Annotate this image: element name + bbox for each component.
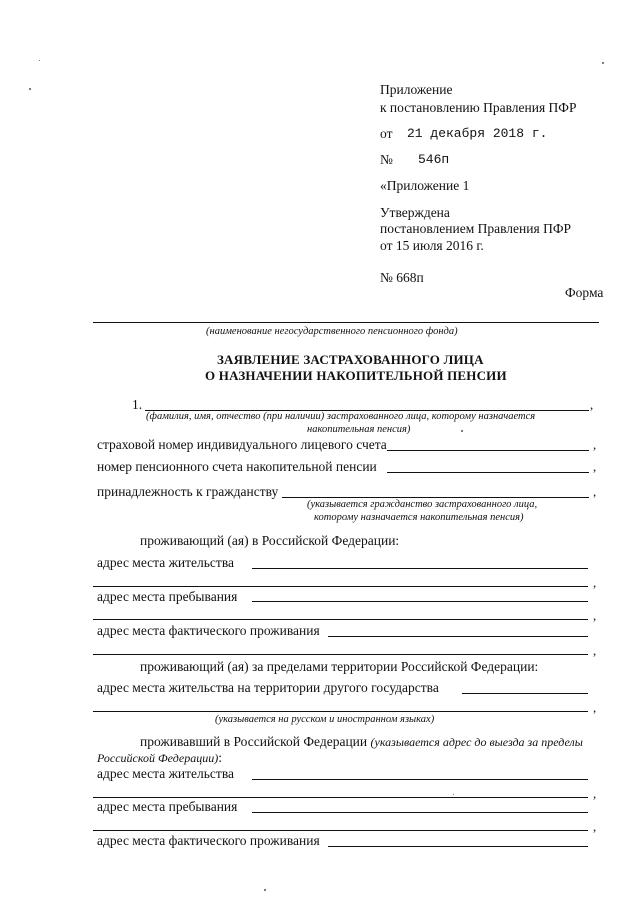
former-rf-heading-line-2 — [97, 750, 222, 766]
rf-residence-heading: проживающий (ая) в Российской Федерации: — [140, 533, 400, 548]
citizenship-caption-line-1: (указывается гражданство застрахованного лица, — [307, 499, 538, 510]
scan-speck — [264, 889, 266, 891]
approved-label: Утверждена — [380, 205, 450, 220]
applicant-name-caption-line-1: (фамилия, имя, отчество (при наличии) застрахованного лица, которому назначается — [146, 411, 536, 422]
rf-residence-address-label: адрес места жительства — [97, 555, 235, 570]
citizenship-label: принадлежность к гражданству — [97, 484, 279, 499]
scan-speck — [461, 430, 463, 432]
comma: , — [593, 437, 597, 452]
former-actual-address-line-1 — [328, 846, 588, 847]
abroad-residence-heading: проживающий (ая) за пределами территории Российской Федерации: — [140, 659, 539, 674]
comma: , — [593, 819, 597, 834]
comma: , — [593, 575, 597, 590]
scan-speck — [29, 88, 31, 90]
comma: , — [593, 608, 597, 623]
comma: , — [593, 643, 597, 658]
rf-stay-address-label: адрес места пребывания — [97, 589, 238, 604]
former-stay-address-label: адрес места пребывания — [97, 799, 238, 814]
former-residence-address-line-1 — [252, 779, 588, 780]
pension-account-label: номер пенсионного счета накопительной пенсии — [97, 459, 377, 474]
former-rf-heading-colon: : — [218, 750, 223, 765]
comma: , — [593, 484, 597, 499]
rf-actual-address-line-1 — [328, 636, 588, 637]
comma: , — [593, 459, 597, 474]
former-residence-address-label: адрес места жительства — [97, 766, 235, 781]
scan-speck — [453, 794, 454, 795]
former-rf-heading-note: (указывается адрес до выезда за пределы — [370, 735, 583, 749]
document-title-line-1: ЗАЯВЛЕНИЕ ЗАСТРАХОВАННОГО ЛИЦА — [217, 352, 484, 367]
applicant-name-caption-line-2: накопительная пенсия) — [307, 424, 411, 435]
comma: , — [593, 786, 597, 801]
former-actual-address-label: адрес места фактического проживания — [97, 833, 320, 848]
appendix-label: Приложение — [380, 82, 453, 97]
former-stay-address-line-1 — [252, 812, 588, 813]
former-residence-address-line-2 — [93, 797, 588, 798]
rf-stay-address-line-1 — [252, 601, 588, 602]
comma: , — [593, 700, 597, 715]
former-rf-heading-note-2: Российской Федерации) — [97, 751, 219, 765]
former-stay-address-line-2 — [93, 830, 588, 831]
snils-line — [387, 450, 589, 451]
pension-account-line — [387, 472, 589, 473]
scan-speck — [39, 60, 40, 61]
rf-residence-address-line-1 — [252, 568, 588, 569]
abroad-residence-address-line-1 — [462, 693, 588, 694]
approved-date: от 15 июля 2016 г. — [380, 238, 484, 253]
appendix-1-label: «Приложение 1 — [380, 178, 470, 193]
number-label: № — [380, 152, 393, 167]
resolution-reference: к постановлению Правления ПФР — [380, 100, 577, 115]
rf-residence-address-line-2 — [93, 586, 588, 587]
date-from-label: от — [380, 126, 393, 141]
comma: , — [590, 397, 594, 412]
fund-name-line — [93, 322, 599, 323]
approved-by: постановлением Правления ПФР — [380, 221, 571, 236]
section-number: 1. — [132, 397, 143, 412]
former-rf-heading-text: проживавший в Российской Федерации — [140, 734, 368, 749]
resolution-date: 21 декабря 2018 г. — [407, 126, 548, 141]
abroad-residence-address-label: адрес места жительства на территории другого государства — [97, 680, 439, 695]
document-title-line-2: О НАЗНАЧЕНИИ НАКОПИТЕЛЬНОЙ ПЕНСИИ — [205, 368, 507, 383]
abroad-address-caption: (указывается на русском и иностранном языках) — [215, 714, 435, 725]
rf-stay-address-line-2 — [93, 619, 588, 620]
snils-label: страховой номер индивидуального лицевого счета — [97, 437, 387, 452]
abroad-residence-address-line-2 — [93, 711, 588, 712]
resolution-number: 546п — [418, 152, 450, 167]
fund-name-caption: (наименование негосударственного пенсионного фонда) — [206, 326, 458, 337]
rf-actual-address-label: адрес места фактического проживания — [97, 623, 320, 638]
former-rf-heading — [140, 734, 583, 750]
approved-number: № 668п — [380, 270, 424, 285]
rf-actual-address-line-2 — [93, 654, 588, 655]
citizenship-caption-line-2: которому назначается накопительная пенсия) — [314, 512, 524, 523]
form-label: Форма — [565, 285, 604, 300]
scan-speck — [602, 62, 604, 64]
